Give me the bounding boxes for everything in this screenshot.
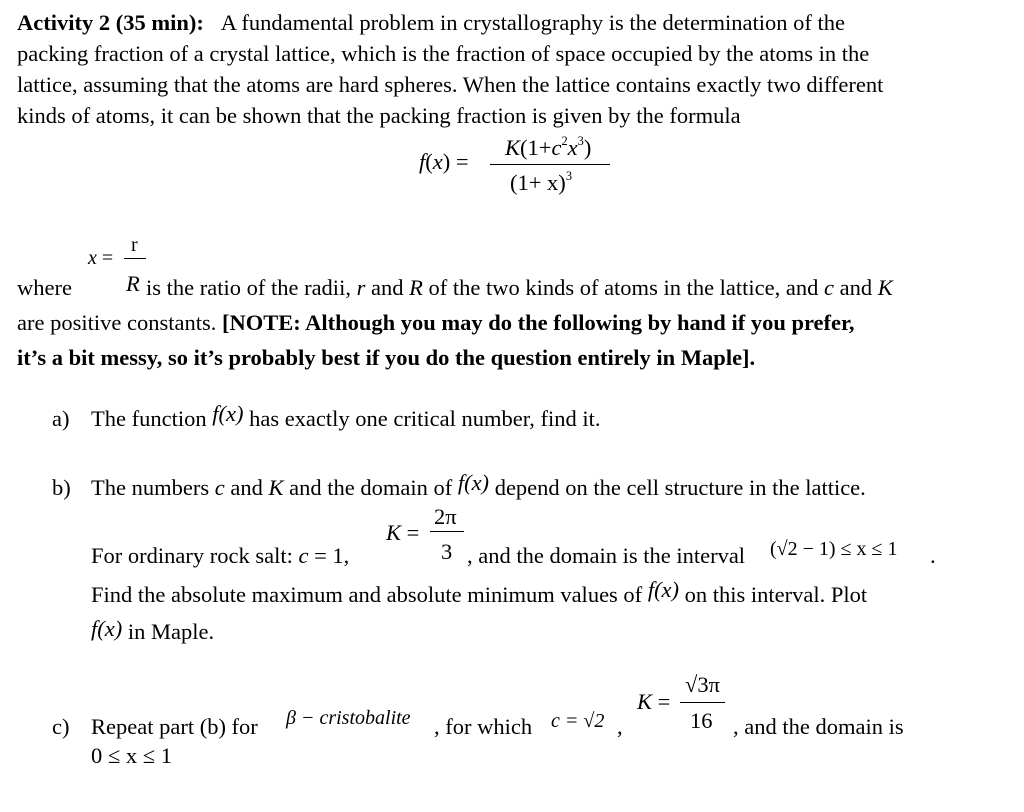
part-b-interval: (√2 − 1) ≤ x ≤ 1 bbox=[770, 538, 898, 560]
ratio-bar bbox=[124, 258, 146, 259]
part-c-K-num: √3π bbox=[685, 672, 720, 697]
part-b-fx-2: f(x) bbox=[647, 577, 680, 602]
part-c-text-1: Repeat part (b) for bbox=[91, 714, 258, 739]
part-b-domain-text: , and the domain is the interval bbox=[467, 543, 746, 568]
intro-text-1: A fundamental problem in crystallography is the determination of the bbox=[220, 10, 845, 35]
part-c-beta: β − cristobalite bbox=[286, 707, 411, 729]
part-b-K-num: 2π bbox=[434, 504, 457, 529]
part-c-label: c) bbox=[52, 714, 70, 739]
intro-line-2: packing fraction of a crystal lattice, which is the fraction of space occupied by the atoms in the bbox=[17, 41, 870, 66]
part-c-text-2: , for which bbox=[434, 714, 533, 739]
intro-line-3: lattice, assuming that the atoms are hard spheres. When the lattice contains exactly two different bbox=[17, 72, 884, 97]
where-line-1: is the ratio of the radii, r and R of the two kinds of atoms in the lattice, and c and K bbox=[146, 275, 893, 300]
part-b-fx: f(x) bbox=[457, 470, 490, 495]
intro-line-1 bbox=[17, 12, 845, 35]
part-b-K-den: 3 bbox=[441, 539, 453, 564]
part-b-fx-3: f(x) bbox=[91, 616, 123, 641]
part-b-line-1: The numbers c and K and the domain of f(x) depend on the cell structure in the lattice. bbox=[91, 470, 866, 500]
ratio-R: R bbox=[126, 271, 140, 296]
formula-lhs: f(x) = bbox=[419, 149, 469, 174]
activity-heading: Activity 2 (35 min): bbox=[17, 10, 204, 35]
ratio-x-eq: x = bbox=[88, 247, 114, 269]
part-c-domain: 0 ≤ x ≤ 1 bbox=[91, 743, 172, 768]
formula-denominator: $(1+ x)^3$ bbox=[510, 169, 572, 195]
part-b-period: . bbox=[930, 543, 936, 568]
part-a-text: The function f(x) has exactly one critical number, find it. bbox=[91, 401, 601, 431]
part-b-K-eq: K = bbox=[386, 520, 420, 545]
intro-line-4: kinds of atoms, it can be shown that the packing fraction is given by the formula bbox=[17, 103, 741, 128]
part-b-line-find: Find the absolute maximum and absolute minimum values of f(x) on this interval. Plot bbox=[91, 577, 868, 607]
note-line-2 bbox=[17, 347, 755, 370]
where-line-2: are positive constants. [NOTE: Although you may do the following by hand if you prefer, bbox=[17, 310, 855, 335]
formula-fraction-bar bbox=[490, 164, 610, 165]
note-text-1: [NOTE: Although you may do the following by hand if you prefer, bbox=[221, 310, 855, 335]
note-text-2: it’s a bit messy, so it’s probably best if you do the question entirely in Maple]. bbox=[17, 345, 756, 370]
part-b-line-plot: f(x) in Maple. bbox=[91, 616, 215, 644]
part-c-K-bar bbox=[680, 702, 725, 703]
where-word: where bbox=[17, 275, 72, 300]
part-b-K-bar bbox=[430, 531, 464, 532]
part-c-c-eq: c = √2 bbox=[551, 710, 605, 732]
part-b-rock-salt: For ordinary rock salt: c = 1, bbox=[91, 543, 350, 568]
formula-numerator: $K(1+c^2x^3)$ bbox=[505, 134, 592, 160]
part-c-K-den: 16 bbox=[690, 708, 713, 733]
part-c-text-3: , and the domain is bbox=[733, 714, 904, 739]
part-a-label: a) bbox=[52, 406, 70, 431]
ratio-r: r bbox=[131, 234, 138, 256]
part-b-label: b) bbox=[52, 475, 71, 500]
part-a-fx: f(x) bbox=[212, 401, 244, 426]
part-c-comma: , bbox=[617, 714, 623, 739]
part-c-K-eq: K = bbox=[637, 689, 671, 714]
